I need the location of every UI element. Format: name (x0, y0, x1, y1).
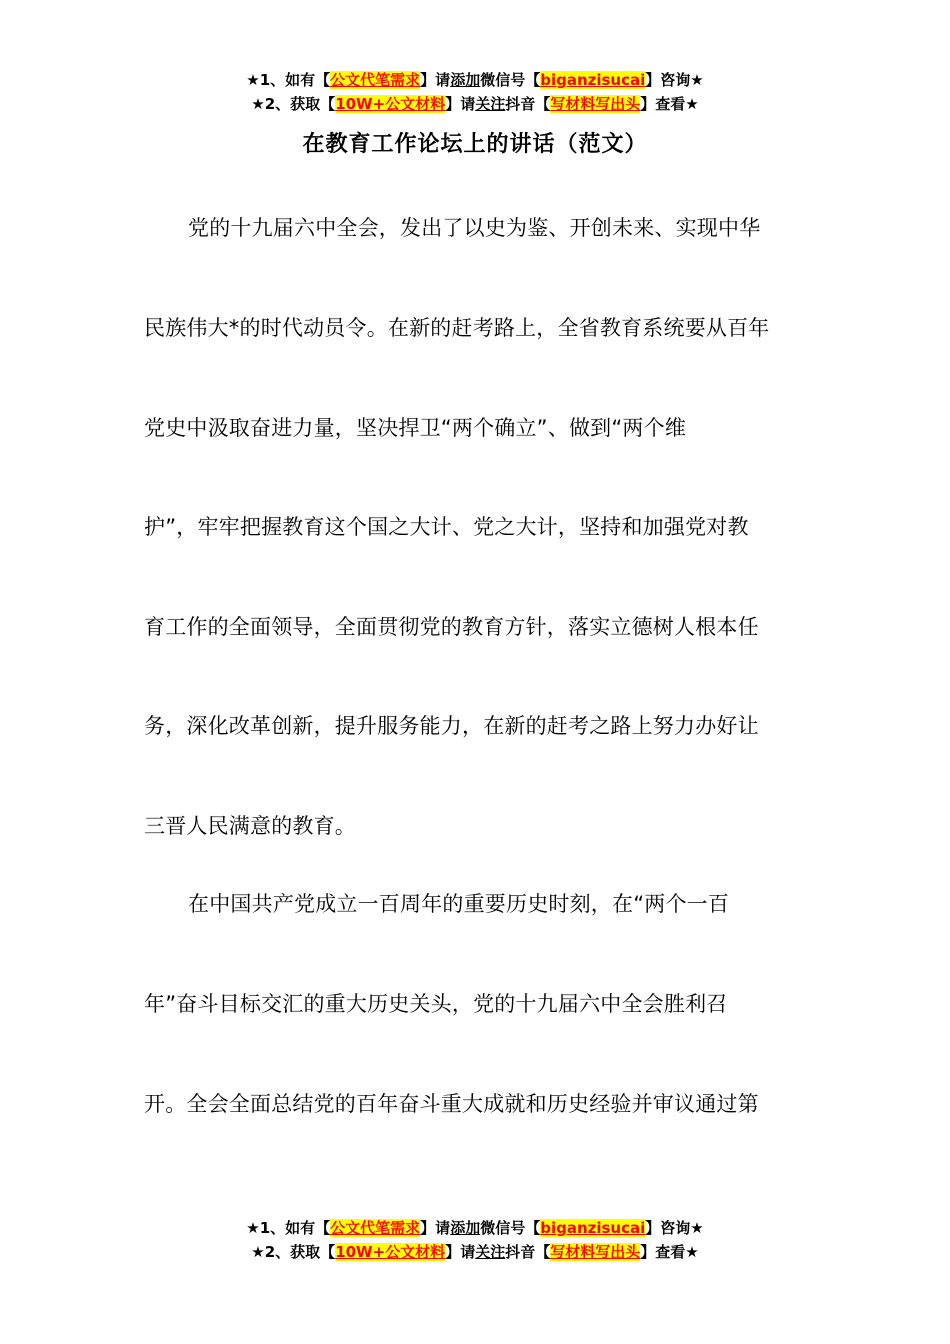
banner-text: 】咨询★ (645, 1219, 704, 1237)
banner-text: 】查看★ (640, 95, 699, 113)
highlight-service: 公文代笔需求 (330, 1219, 421, 1237)
paragraph-1-line-7: 三晋人民满意的教育。 (144, 814, 356, 838)
paragraph-1-line-1: 党的十九届六中全会，发出了以史为鉴、开创未来、实现中华 (188, 216, 761, 240)
banner-emphasis: 关注 (475, 1243, 506, 1261)
banner-emphasis: 添加 (450, 1219, 481, 1237)
wechat-id: biganzisucai (540, 1219, 646, 1237)
banner-text: ★1、如有【 (246, 1219, 331, 1237)
banner-line-2 (0, 1240, 950, 1264)
paragraph-1-line-4: 护”，牢牢把握教育这个国之大计、党之大计，坚持和加强党对教 (144, 515, 749, 539)
paragraph-2-line-3: 开。全会全面总结党的百年奋斗重大成就和历史经验并审议通过第 (144, 1092, 759, 1116)
banner-emphasis: 关注 (475, 95, 506, 113)
banner-text: ★1、如有【 (246, 71, 331, 89)
paragraph-1-line-2: 民族伟大*的时代动员令。在新的赶考路上，全省教育系统要从百年 (144, 316, 770, 340)
banner-line-1 (0, 68, 950, 92)
banner-text: 】请 (445, 1243, 476, 1261)
banner-text: 】咨询★ (645, 71, 704, 89)
highlight-materials: 10W+公文材料 (335, 95, 446, 113)
highlight-service: 公文代笔需求 (330, 71, 421, 89)
banner-text: 】请 (420, 71, 451, 89)
wechat-id: biganzisucai (540, 71, 646, 89)
header-banner (0, 68, 950, 116)
banner-emphasis: 添加 (450, 71, 481, 89)
banner-text: 】请 (420, 1219, 451, 1237)
document-title: 在教育工作论坛上的讲话（范文） (302, 132, 648, 157)
douyin-account: 写材料写出头 (550, 95, 641, 113)
banner-line-1 (0, 1216, 950, 1240)
banner-text: 微信号【 (480, 1219, 541, 1237)
footer-banner (0, 1216, 950, 1264)
banner-text: 】请 (445, 95, 476, 113)
paragraph-1-line-6: 务，深化改革创新，提升服务能力，在新的赶考之路上努力办好让 (144, 714, 759, 738)
banner-text: ★2、获取【 (251, 95, 336, 113)
paragraph-2-line-2: 年”奋斗目标交汇的重大历史关头，党的十九届六中全会胜利召 (144, 992, 728, 1016)
banner-line-2 (0, 92, 950, 116)
banner-text: ★2、获取【 (251, 1243, 336, 1261)
banner-text: 】查看★ (640, 1243, 699, 1261)
douyin-account: 写材料写出头 (550, 1243, 641, 1261)
paragraph-2-line-1: 在中国共产党成立一百周年的重要历史时刻，在“两个一百 (188, 892, 730, 916)
banner-text: 微信号【 (480, 71, 541, 89)
banner-text: 抖音【 (505, 95, 551, 113)
banner-text: 抖音【 (505, 1243, 551, 1261)
highlight-materials: 10W+公文材料 (335, 1243, 446, 1261)
paragraph-1-line-5: 育工作的全面领导，全面贯彻党的教育方针，落实立德树人根本任 (144, 615, 759, 639)
paragraph-1-line-3: 党史中汲取奋进力量，坚决捍卫“两个确立”、做到“两个维 (144, 416, 687, 440)
